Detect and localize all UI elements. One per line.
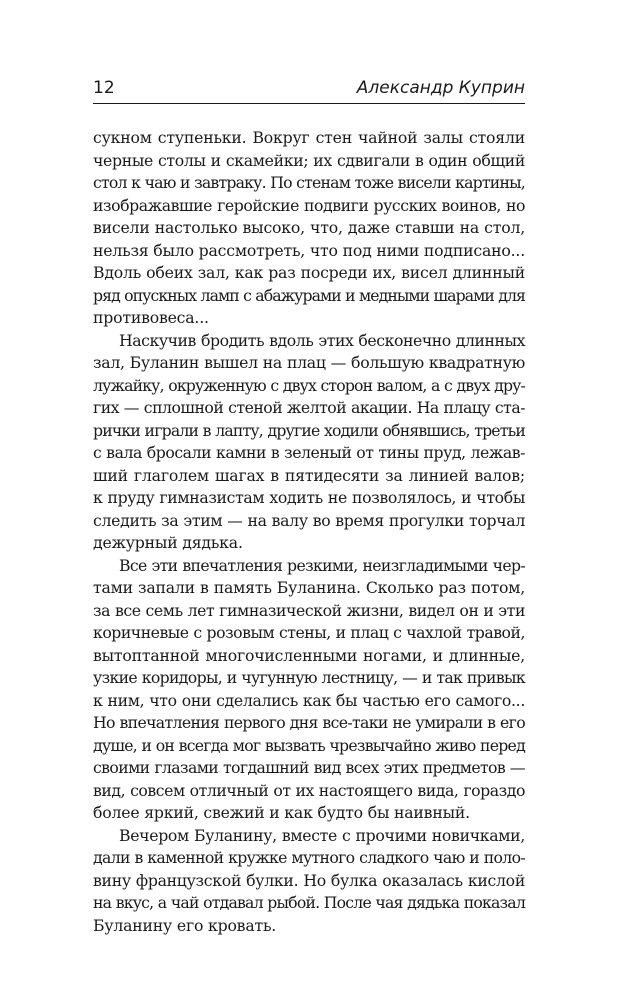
text-line: изображавшие геройские подвиги русских воинов, но (93, 195, 525, 215)
text-line: следить за этим — на валу во время прогулки торчал (93, 510, 525, 530)
paragraph (93, 555, 525, 825)
text-line: своими глазами тогдашний вид всех этих предметов — (93, 758, 525, 777)
paragraph (93, 825, 525, 938)
text-line: противовеса... (93, 308, 209, 327)
text-line: рички играли в лапту, другие ходили обнявшись, третьи (93, 420, 525, 440)
text-line: вид, совсем отличный от их настоящего вида, гораздо (93, 780, 525, 800)
text-line: узкие коридоры, и чугунную лестницу, — и так привык (93, 668, 525, 687)
text-line: вину французской булки. Но булка оказалась кислой (93, 870, 525, 890)
text-line: нельзя было рассмотреть, что под ними подписано... (93, 240, 525, 260)
text-line: за все семь лет гимназической жизни, видел он и эти (93, 600, 525, 620)
text-line: стол к чаю и завтраку. По стенам тоже висели картины, (93, 173, 525, 192)
text-line: ряд опускных ламп с абажурами и медными шарами для (93, 285, 525, 305)
text-line: сукном ступеньки. Вокруг стен чайной залы стояли (93, 128, 525, 147)
text-line: дали в каменной кружке мутного сладкого чаю и поло- (93, 848, 525, 867)
text-line: к пруду гимназистам ходить не позволялось, и чтобы (93, 488, 525, 507)
text-line: гих — сплошной стеной желтой акации. На плацу ста- (93, 398, 525, 417)
text-line: Вдоль обеих зал, как раз посреди их, висел длинный (93, 263, 525, 282)
text-line: ший глаголем шагах в пятидесяти за линией валов; (93, 465, 525, 485)
page-header (93, 78, 525, 104)
running-head-author: Александр Куприн (356, 78, 525, 98)
text-line: дежурный дядька. (93, 533, 243, 552)
text-line: душе, и он всегда мог вызвать чрезвычайно живо перед (93, 735, 525, 755)
text-line: более яркий, свежий и как будто бы наивный. (93, 803, 470, 822)
text-line: вытоптанной многочисленными ногами, и длинные, (93, 645, 525, 665)
page-number: 12 (93, 78, 115, 98)
header-rule (93, 103, 525, 104)
paragraph (93, 330, 525, 555)
text-line: зал, Буланин вышел на плац — большую квадратную (93, 353, 525, 372)
text-line: Но впечатления первого дня все-таки не умирали в его (93, 713, 525, 732)
text-line: тами запали в память Буланина. Сколько раз потом, (93, 578, 525, 597)
text-line: Наскучив бродить вдоль этих бесконечно длинных (119, 330, 525, 350)
text-line: висели настолько высоко, что, даже ставши на стол, (93, 218, 525, 237)
text-line: к ним, что они сделались как бы частью его самого... (93, 690, 525, 710)
text-line: коричневые с розовым стены, и плац с чахлой травой, (93, 623, 525, 642)
text-line: на вкус, а чай отдавал рыбой. После чая дядька показал (93, 893, 525, 912)
text-line: с вала бросали камни в зеленый от тины пруд, лежав- (93, 443, 525, 462)
text-line: черные столы и скамейки; их сдвигали в один общий (93, 150, 525, 170)
text-line: лужайку, окруженную с двух сторон валом, а с двух дру- (93, 375, 525, 395)
body-text (93, 127, 525, 937)
text-line: Все эти впечатления резкими, неизгладимыми чер- (119, 555, 525, 575)
text-line: Буланину его кровать. (93, 915, 277, 935)
text-line: Вечером Буланину, вместе с прочими новичками, (119, 825, 525, 845)
paragraph (93, 127, 525, 330)
